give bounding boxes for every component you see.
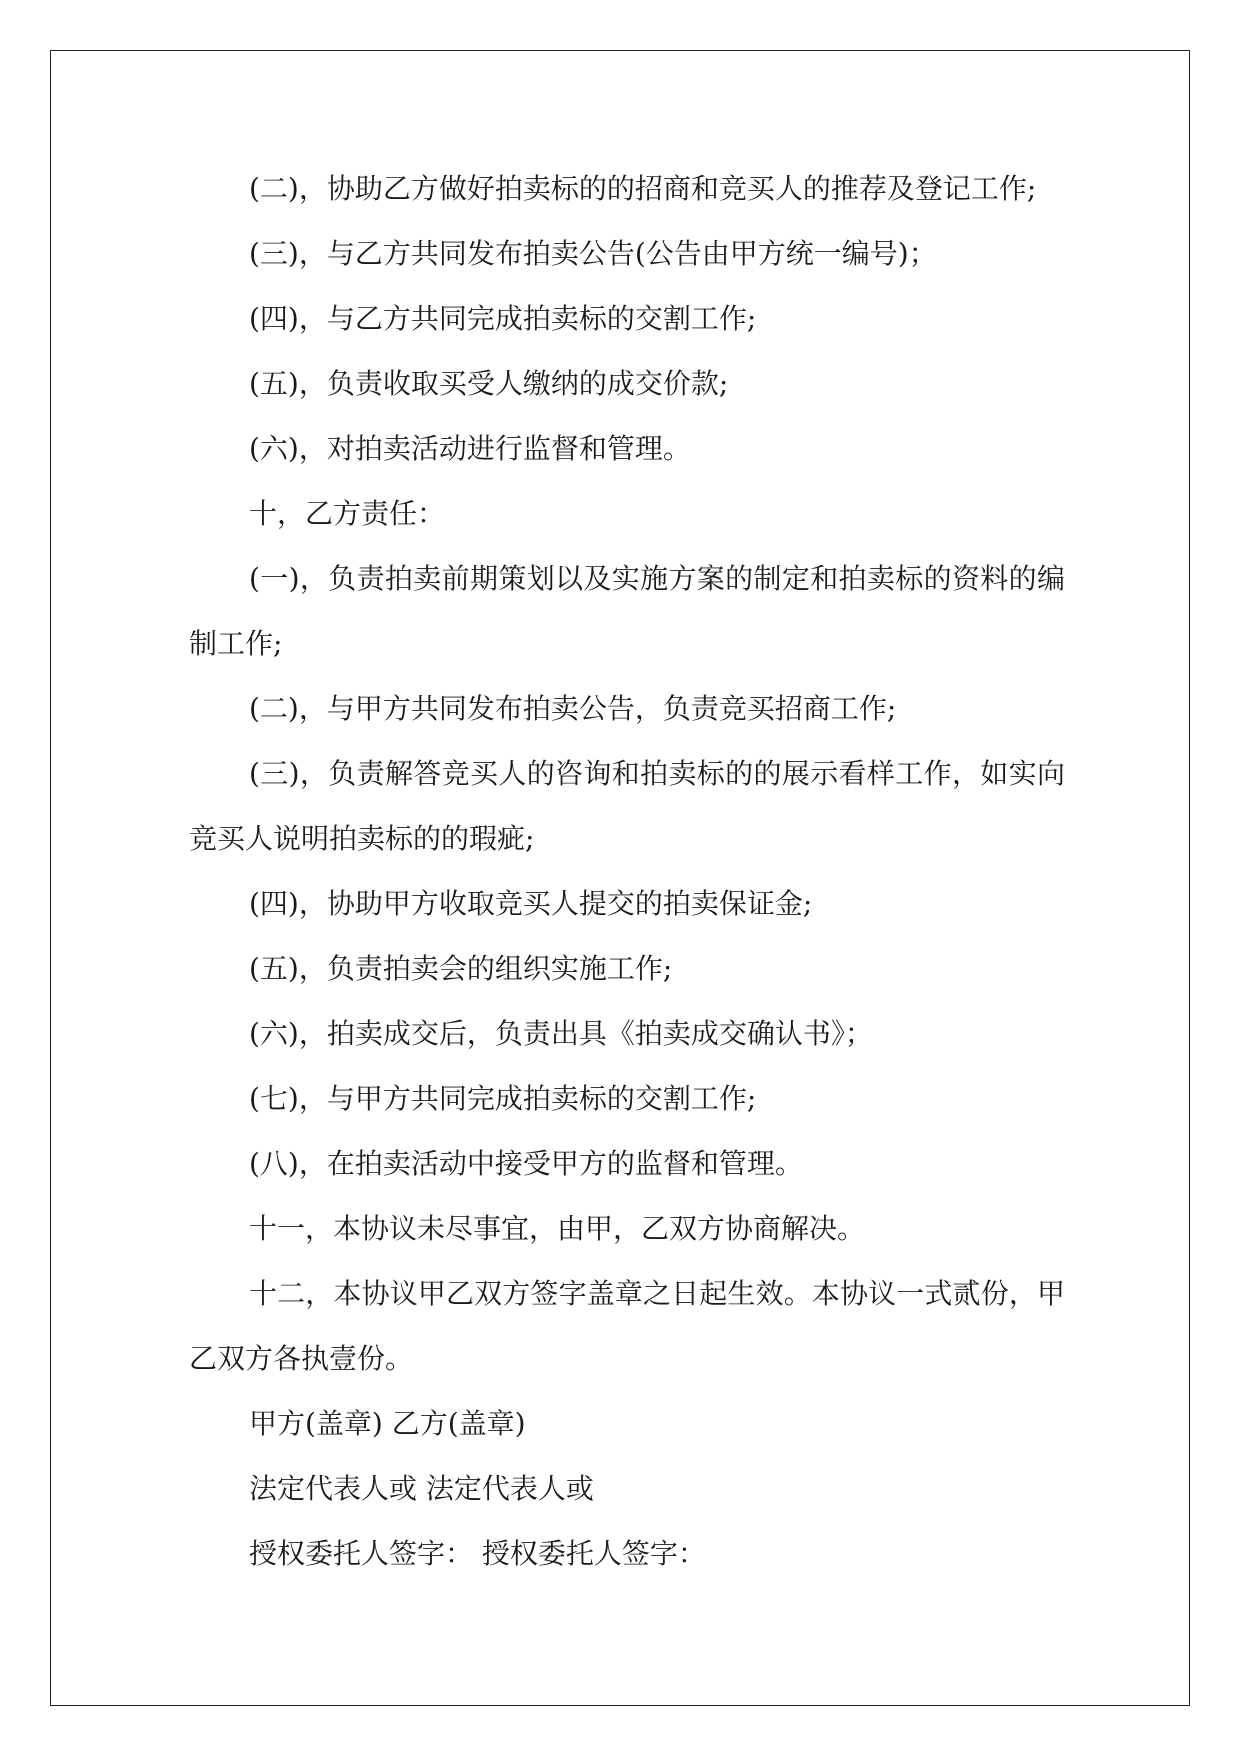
paragraph-clause-10-8: (八)，在拍卖活动中接受甲方的监督和管理。 [249, 1147, 803, 1180]
paragraph-clause-9-2: (二)，协助乙方做好拍卖标的的招商和竞买人的推荐及登记工作; [249, 172, 1037, 205]
document-body [189, 156, 1065, 1586]
paragraph-clause-12: 十二，本协议甲乙双方签字盖章之日起生效。本协议一式贰份，甲乙双方各执壹份。 [189, 1277, 1065, 1375]
paragraph-clause-9-5: (五)，负责收取买受人缴纳的成交价款; [249, 367, 729, 400]
signature-seal-line: 甲方(盖章) 乙方(盖章) [249, 1407, 526, 1440]
paragraph-clause-10-4: (四)，协助甲方收取竞买人提交的拍卖保证金; [249, 887, 813, 920]
paragraph-clause-9-3: (三)，与乙方共同发布拍卖公告(公告由甲方统一编号)； [249, 237, 937, 270]
paragraph-clause-11: 十一，本协议未尽事宜，由甲，乙双方协商解决。 [249, 1212, 866, 1245]
section-heading-party-b-duties: 十，乙方责任： [249, 497, 446, 530]
signature-authorized-line: 授权委托人签字： 授权委托人签字： [249, 1537, 706, 1570]
paragraph-clause-10-6: (六)，拍卖成交后，负责出具《拍卖成交确认书》； [249, 1017, 873, 1050]
paragraph-clause-9-6: (六)，对拍卖活动进行监督和管理。 [249, 432, 691, 465]
paragraph-clause-10-7: (七)，与甲方共同完成拍卖标的交割工作; [249, 1082, 757, 1115]
paragraph-clause-10-5: (五)，负责拍卖会的组织实施工作; [249, 952, 673, 985]
paragraph-clause-9-4: (四)，与乙方共同完成拍卖标的交割工作; [249, 302, 757, 335]
paragraph-clause-10-1: (一)，负责拍卖前期策划以及实施方案的制定和拍卖标的资料的编制工作; [189, 562, 1065, 660]
paragraph-clause-10-3: (三)，负责解答竞买人的咨询和拍卖标的的展示看样工作，如实向竞买人说明拍卖标的的瑕疵; [189, 757, 1065, 855]
signature-representative-line: 法定代表人或 法定代表人或 [249, 1472, 594, 1505]
paragraph-clause-10-2: (二)，与甲方共同发布拍卖公告，负责竞买招商工作; [249, 692, 897, 725]
